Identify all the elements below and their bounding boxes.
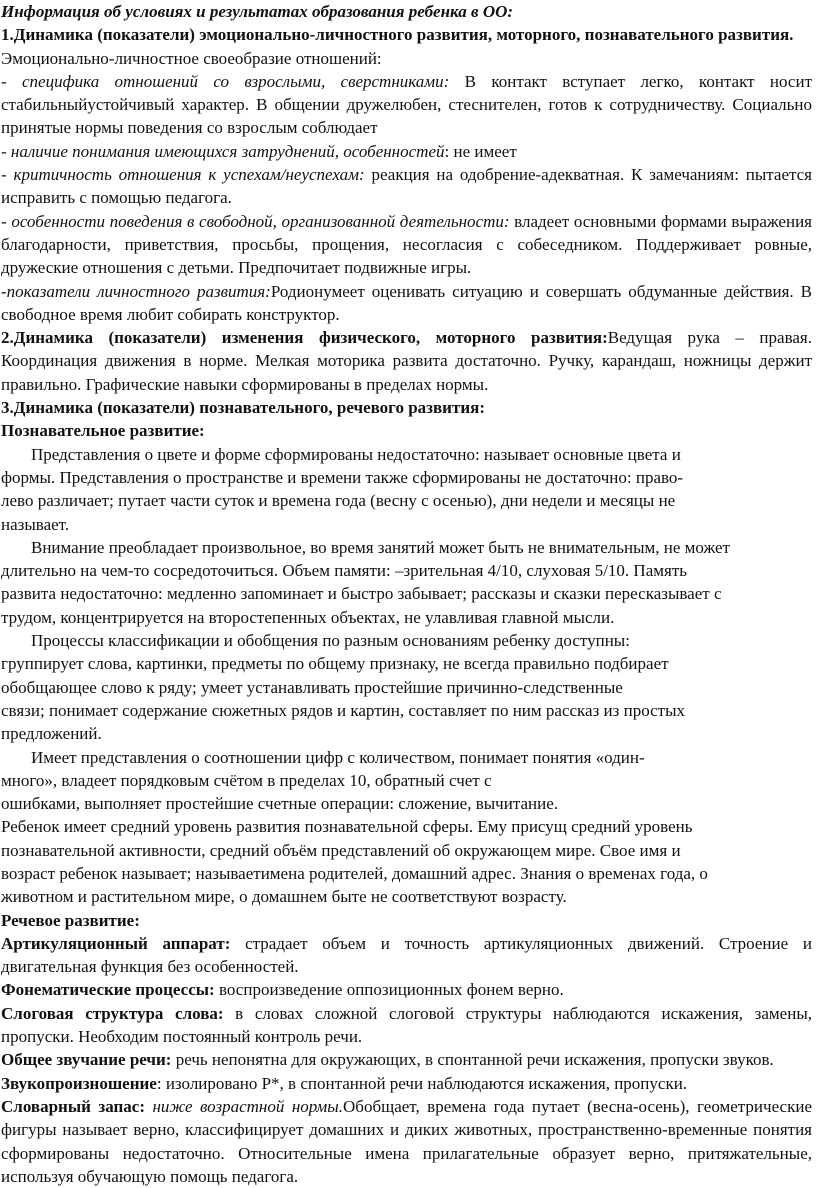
text-line: ошибками, выполняет простейшие счетные операции: сложение, вычитание. [1,794,558,814]
speech-label: Звукопроизношение [1,1073,157,1093]
vocabulary-text: Обобщает, времена года путает (весна-осень), геометрические фигуры называет верно, классифицирует домашних и диких животных, пространственно-временные понятия сформированы недостаточно. Относительные имена прилагательные образует верно, притяжательные, используя обучающую помощь педагога. [1,1096,812,1186]
vocabulary-italic: ниже возрастной нормы. [144,1096,344,1116]
text-line: называет. [1,514,70,534]
item-label: -показатели личностного развития: [1,281,271,301]
text-line: Процессы классификации и обобщения по разным основаниям ребенку доступны: [31,631,630,651]
text-line: связи; понимает содержание сюжетных рядов и картин, составляет по ним рассказ из простых [1,700,686,720]
text-line: трудом, концентрируется на второстепенных объектах, не улавливая главной мысли. [1,607,615,627]
text-line: Ребенок имеет средний уровень развития познавательной сферы. Ему присущ средний уровень [1,817,693,837]
vocabulary-item [1,1095,812,1188]
cognitive-paragraph [1,629,812,745]
section-1-item [1,70,812,140]
text-line: Представления о цвете и форме сформированы недостаточно: называет основные цвета и [31,444,681,464]
text-line: Имеет представления о соотношении цифр с количеством, понимает понятия «один- [31,747,645,767]
text-line: предложений. [1,724,102,744]
item-text: В контакт вступает легко, контакт носит стабильныйустойчивый характер. В общении дружелюбен, стеснителен, готов к сотрудничеству. Социально принятые нормы поведения со взрослым соблюдает [1,71,812,138]
speech-item [1,1002,812,1049]
section-1-intro: Эмоционально-личностное своеобразие отношений: [1,48,382,68]
item-text: реакция на одобрение-адекватная. К замечаниям: пытается исправить с помощью педагога. [1,165,812,208]
cognitive-paragraph [1,443,812,536]
item-label: - наличие понимания имеющихся затруднений, особенностей [1,141,445,161]
section-3-title: 3.Динамика (показатели) познавательного, речевого развития: [1,398,485,418]
speech-text: речь непонятна для окружающих, в спонтанной речи искажения, пропуски звуков. [171,1050,774,1070]
speech-title: Речевое развитие: [1,910,140,930]
section-2 [1,326,812,396]
section-1-item [1,280,812,327]
section-1-item [1,140,812,163]
speech-label: Артикуляционный аппарат: [1,933,231,953]
text-line: длительно на чем-то сосредоточиться. Объем памяти: –зрительная 4/10, слуховая 5/10. Память [1,561,688,581]
speech-text: в словах сложной слоговой структуры наблюдаются искажения, замены, пропуски. Необходим постоянный контроль речи. [1,1003,812,1047]
speech-label: Общее звучание речи: [1,1050,172,1070]
section-1-item [1,210,812,280]
speech-item [1,1072,812,1095]
item-text: владеет основными формами выражения благодарности, приветствия, просьбы, прощения, несогласия с собеседником. Поддерживает ровные, дружеские отношения с детьми. Предпочитает подвижные игры. [1,211,812,278]
text-line: Внимание преобладает произвольное, во время занятий может быть не внимательным, не может [31,537,730,557]
item-text: : не имеет [444,141,517,161]
speech-label: Слоговая структура слова: [1,1003,224,1023]
cognitive-paragraph [1,746,812,816]
text-line: животном и растительном мире, о домашнем быте не соответствуют возрасту. [1,887,567,907]
item-label: - критичность отношения к успехам/неуспехам: [1,165,365,185]
section-1-title: 1.Динамика (показатели) эмоционально-личностного развития, моторного, познавательного развития. [1,25,794,45]
text-line: группирует слова, картинки, предметы по общему признаку, не всегда правильно подбирает [1,654,669,674]
item-label: - специфика отношений со взрослыми, сверстниками: [1,71,450,91]
item-label: - особенности поведения в свободной, организованной деятельности: [1,211,510,231]
speech-text: воспроизведение оппозиционных фонем верно. [214,980,564,1000]
vocabulary-label: Словарный запас: [1,1096,145,1116]
text-line: формы. Представления о пространстве и времени также сформированы не достаточно: право- [1,467,684,487]
text-line: развита недостаточно: медленно запоминает и быстро забывает; рассказы и сказки пересказывает с [1,584,722,604]
speech-label: Фонематические процессы: [1,980,215,1000]
cognitive-paragraph [1,815,812,908]
item-text: Родионумеет оценивать ситуацию и совершать обдуманные действия. В свободное время любит собирать конструктор. [1,281,812,324]
cognitive-title: Познавательное развитие: [1,421,205,441]
section-1-item [1,163,812,210]
speech-text: : изолировано Р*, в спонтанной речи наблюдаются искажения, пропуски. [156,1073,688,1093]
text-line: познавательной активности, средний объём представлений об окружающем мире. Свое имя и [1,840,681,860]
cognitive-paragraph [1,536,812,629]
text-line: возраст ребенок называет; называетимена родителей, домашний адрес. Знания о временах года, о [1,863,708,883]
document-header: Информация об условиях и результатах образования ребенка в ОО: [1,2,514,21]
section-2-text: Ведущая рука – правая. Координация движения в норме. Мелкая моторика развита достаточно. Ручку, карандаш, ножницы держит правильно. Графические навыки сформированы в пределах нормы. [1,328,812,394]
speech-item [1,978,812,1001]
text-line: обобщающее слово к ряду; умеет устанавливать простейшие причинно-следственные [1,677,623,697]
speech-item [1,1048,812,1071]
text-line: лево различает; путает части суток и времена года (весну с осенью), дни недели и месяцы не [1,491,676,511]
section-2-title: 2.Динамика (показатели) изменения физического, моторного развития: [1,328,608,348]
speech-item [1,932,812,979]
text-line: много», владеет порядковым счётом в пределах 10, обратный счет с [1,770,492,790]
speech-text: страдает объем и точность артикуляционных движений. Строение и двигательная функция без особенностей. [1,933,812,977]
